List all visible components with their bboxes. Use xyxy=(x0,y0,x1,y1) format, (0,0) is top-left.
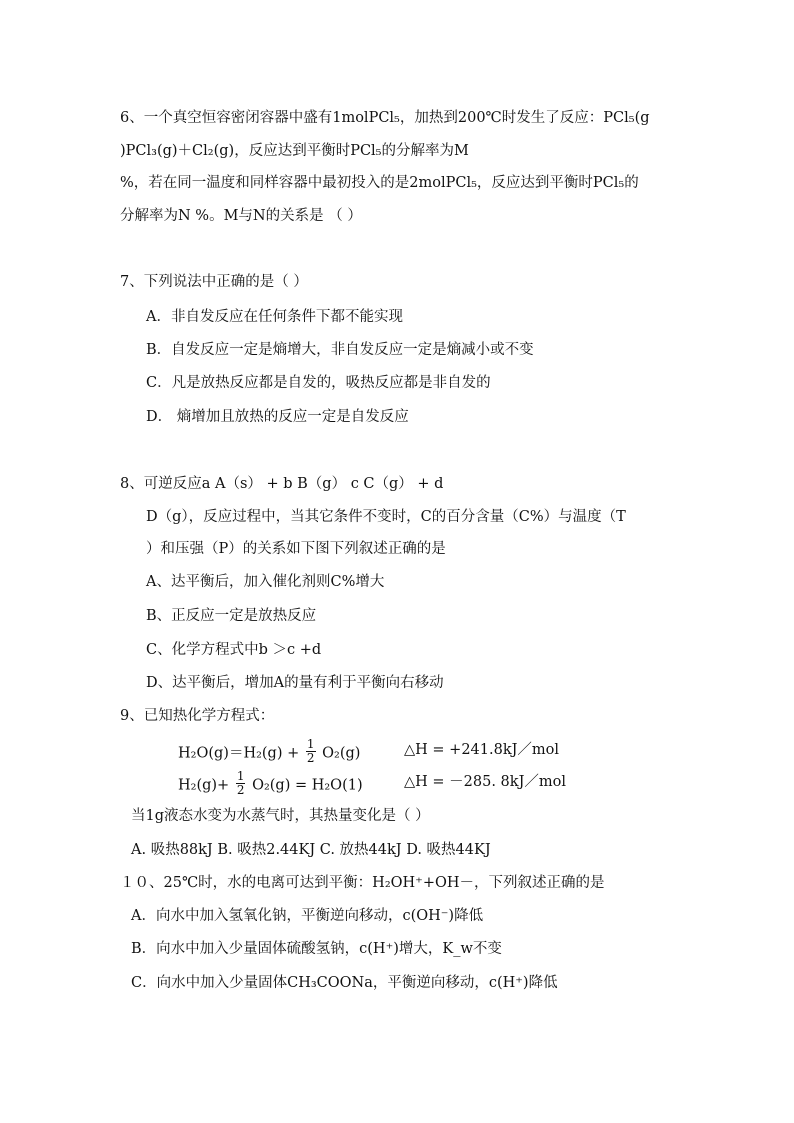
q7-option-c: C．凡是放热反应都是自发的，吸热反应都是非自发的 xyxy=(146,375,491,391)
q9-eq1-frac-den: 2 xyxy=(306,751,315,765)
q6-line-4: 分解率为N %。M与N的关系是 （ ） xyxy=(120,208,362,224)
q9-eq1-right: O₂(g) xyxy=(322,745,361,762)
q8-stem-2: D（g），反应过程中，当其它条件不变时，C的百分含量（C%）与温度（T xyxy=(146,509,626,525)
q10-option-c: C．向水中加入少量固体CH₃COONa，平衡逆向移动，c(H⁺)降低 xyxy=(131,975,558,991)
q8-stem-3: ）和压强（P）的关系如下图下列叙述正确的是 xyxy=(146,541,446,557)
q8-option-d: D、达平衡后，增加A的量有利于平衡向右移动 xyxy=(146,675,444,691)
q10-stem: １０、25℃时，水的电离可达到平衡：H₂OH⁺+OH－，下列叙述正确的是 xyxy=(120,875,605,891)
q9-question: 当1g液态水变为水蒸气时，其热量变化是（ ） xyxy=(131,808,430,824)
q8-stem-1: 8、可逆反应a A（s） + b B（g） c C（g） + d xyxy=(120,476,444,492)
q9-options: A. 吸热88kJ B. 吸热2.44KJ C. 放热44kJ D. 吸热44KJ xyxy=(131,842,491,858)
q9-eq2-fraction xyxy=(236,770,246,797)
q8-option-a: A、达平衡后，加入催化剂则C%增大 xyxy=(146,574,385,590)
q9-eq2-right: O₂(g) = H₂O(1) xyxy=(252,777,363,794)
q9-eq2-frac-num: 1 xyxy=(236,769,245,783)
q9-stem: 9、已知热化学方程式： xyxy=(120,708,275,724)
q7-stem: 7、下列说法中正确的是（ ） xyxy=(120,274,308,290)
q7-option-b: B．自发反应一定是熵增大，非自发反应一定是熵减小或不变 xyxy=(146,342,534,358)
q9-equation-1 xyxy=(178,737,361,767)
q7-option-a: A．非自发反应在任何条件下都不能实现 xyxy=(146,309,403,325)
q6-line-2: )PCl₃(g)＋Cl₂(g)，反应达到平衡时PCl₅的分解率为M xyxy=(120,143,469,159)
q9-equation-2 xyxy=(178,769,363,799)
q9-eq2-frac-den: 2 xyxy=(236,783,245,797)
q8-option-b: B、正反应一定是放热反应 xyxy=(146,608,317,624)
q9-eq1-left: H₂O(g)＝H₂(g) + xyxy=(178,745,300,762)
q9-eq1-frac-num: 1 xyxy=(306,737,315,751)
q10-option-a: A．向水中加入氢氧化钠，平衡逆向移动，c(OH⁻)降低 xyxy=(131,908,484,924)
q9-eq2-left: H₂(g)+ xyxy=(178,777,230,794)
q9-eq1-enthalpy: △H = +241.8kJ／mol xyxy=(404,742,560,758)
q9-eq1-fraction xyxy=(306,738,316,765)
q6-line-3: %，若在同一温度和同样容器中最初投入的是2molPCl₅，反应达到平衡时PCl₅的 xyxy=(120,175,639,191)
q7-option-d: D． 熵增加且放热的反应一定是自发反应 xyxy=(146,409,409,425)
q6-line-1: 6、一个真空恒容密闭容器中盛有1molPCl₅，加热到200℃时发生了反应：PCl₅(g xyxy=(120,110,650,126)
q10-option-b: B．向水中加入少量固体硫酸氢钠，c(H⁺)增大，K_w不变 xyxy=(131,941,502,957)
q8-option-c: C、化学方程式中b ＞c +d xyxy=(146,642,322,658)
q9-eq2-enthalpy: △H = －285. 8kJ／mol xyxy=(404,774,566,790)
